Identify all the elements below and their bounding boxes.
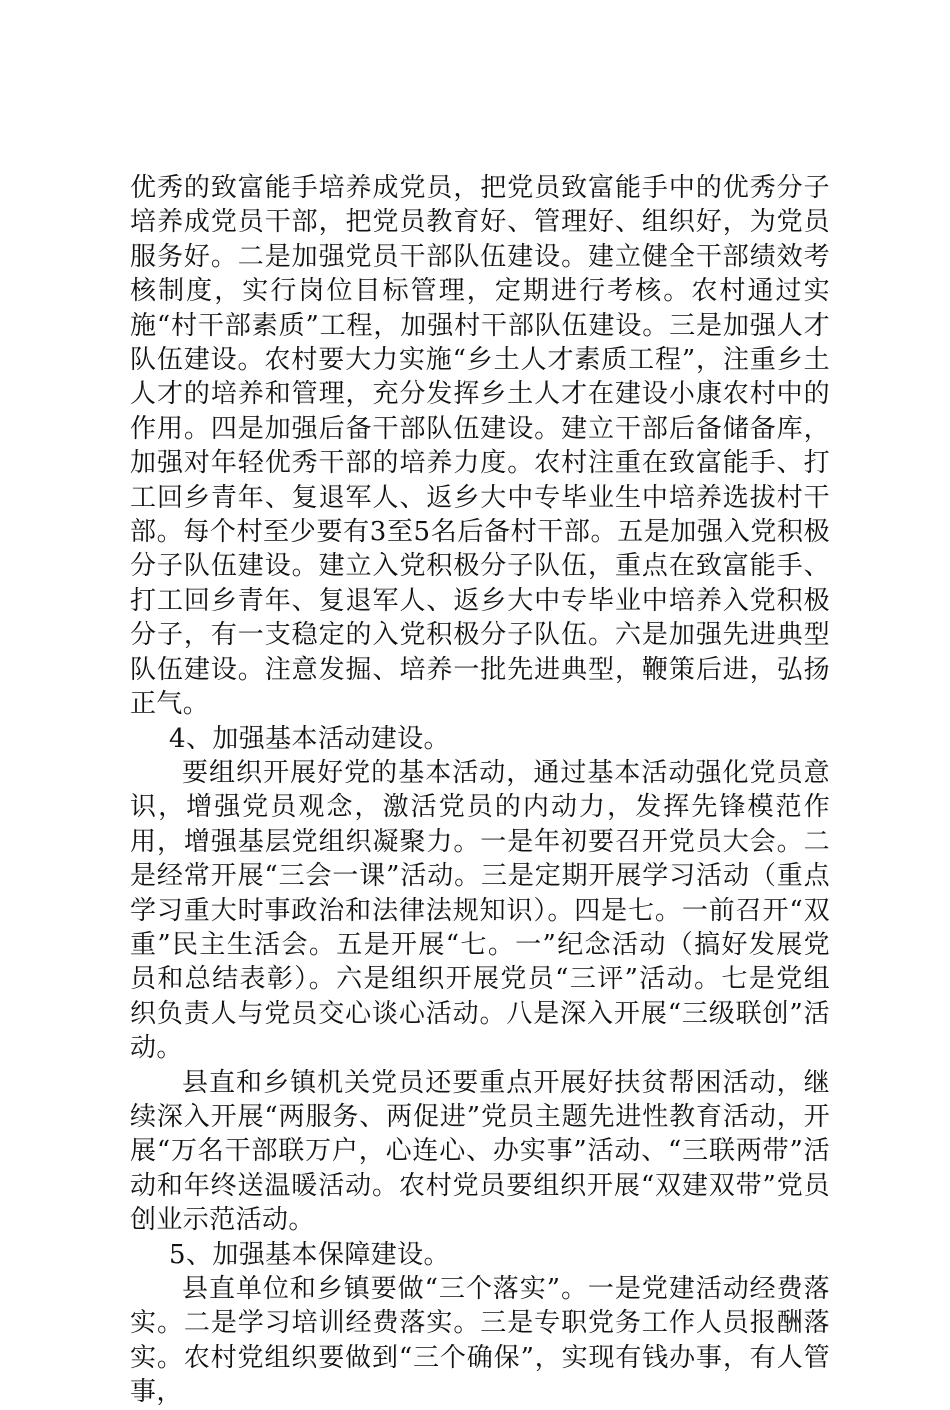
body-paragraph: 县直和乡镇机关党员还要重点开展好扶贫帮困活动，继续深入开展“两服务、两促进”党员主题先进性教育活动，开展“万名干部联万户，心连心、办实事”活动、“三联两带”活动和年终送温暖活动。农村党员要组织开展“双建双带”党员创业示范活动。 xyxy=(130,1067,830,1236)
body-paragraph: 县直单位和乡镇要做“三个落实”。一是党建活动经费落实。二是学习培训经费落实。三是专职党务工作人员报酬落实。农村党组织要做到“三个确保”，实现有钱办事，有人管事， xyxy=(130,1274,830,1408)
section-heading: 5、加强基本保障建设。 xyxy=(169,1239,450,1270)
document-body xyxy=(130,171,830,1410)
body-paragraph: 优秀的致富能手培养成党员，把党员致富能手中的优秀分子培养成党员干部，把党员教育好、管理好、组织好，为党员服务好。二是加强党员干部队伍建设。建立健全干部绩效考核制度，实行岗位目标管理，定期进行考核。农村通过实施“村干部素质”工程，加强村干部队伍建设。三是加强人才队伍建设。农村要大力实施“乡土人才素质工程”，注重乡土人才的培养和管理，充分发挥乡土人才在建设小康农村中的作用。四是加强后备干部队伍建设。建立干部后备储备库，加强对年轻优秀干部的培养力度。农村注重在致富能手、打工回乡青年、复退军人、返乡大中专毕业生中培养选拔村干部。每个村至少要有3至5名后备村干部。五是加强入党积极分子队伍建设。建立入党积极分子队伍，重点在致富能手、打工回乡青年、复退军人、返乡大中专毕业中培养入党积极分子，有一支稳定的入党积极分子队伍。六是加强先进典型队伍建设。注意发掘、培养一批先进典型，鞭策后进，弘扬正气。 xyxy=(130,173,830,720)
body-paragraph: 要组织开展好党的基本活动，通过基本活动强化党员意识，增强党员观念，激活党员的内动力，发挥先锋模范作用，增强基层党组织凝聚力。一是年初要召开党员大会。二是经常开展“三会一课”活动。三是定期开展学习活动（重点学习重大时事政治和法律法规知识）。四是七。一前召开“双重”民主生活会。五是开展“七。一”纪念活动（搞好发展党员和总结表彰）。六是组织开展党员“三评”活动。七是党组织负责人与党员交心谈心活动。八是深入开展“三级联创”活动。 xyxy=(130,757,830,1064)
section-heading: 4、加强基本活动建设。 xyxy=(169,723,450,754)
